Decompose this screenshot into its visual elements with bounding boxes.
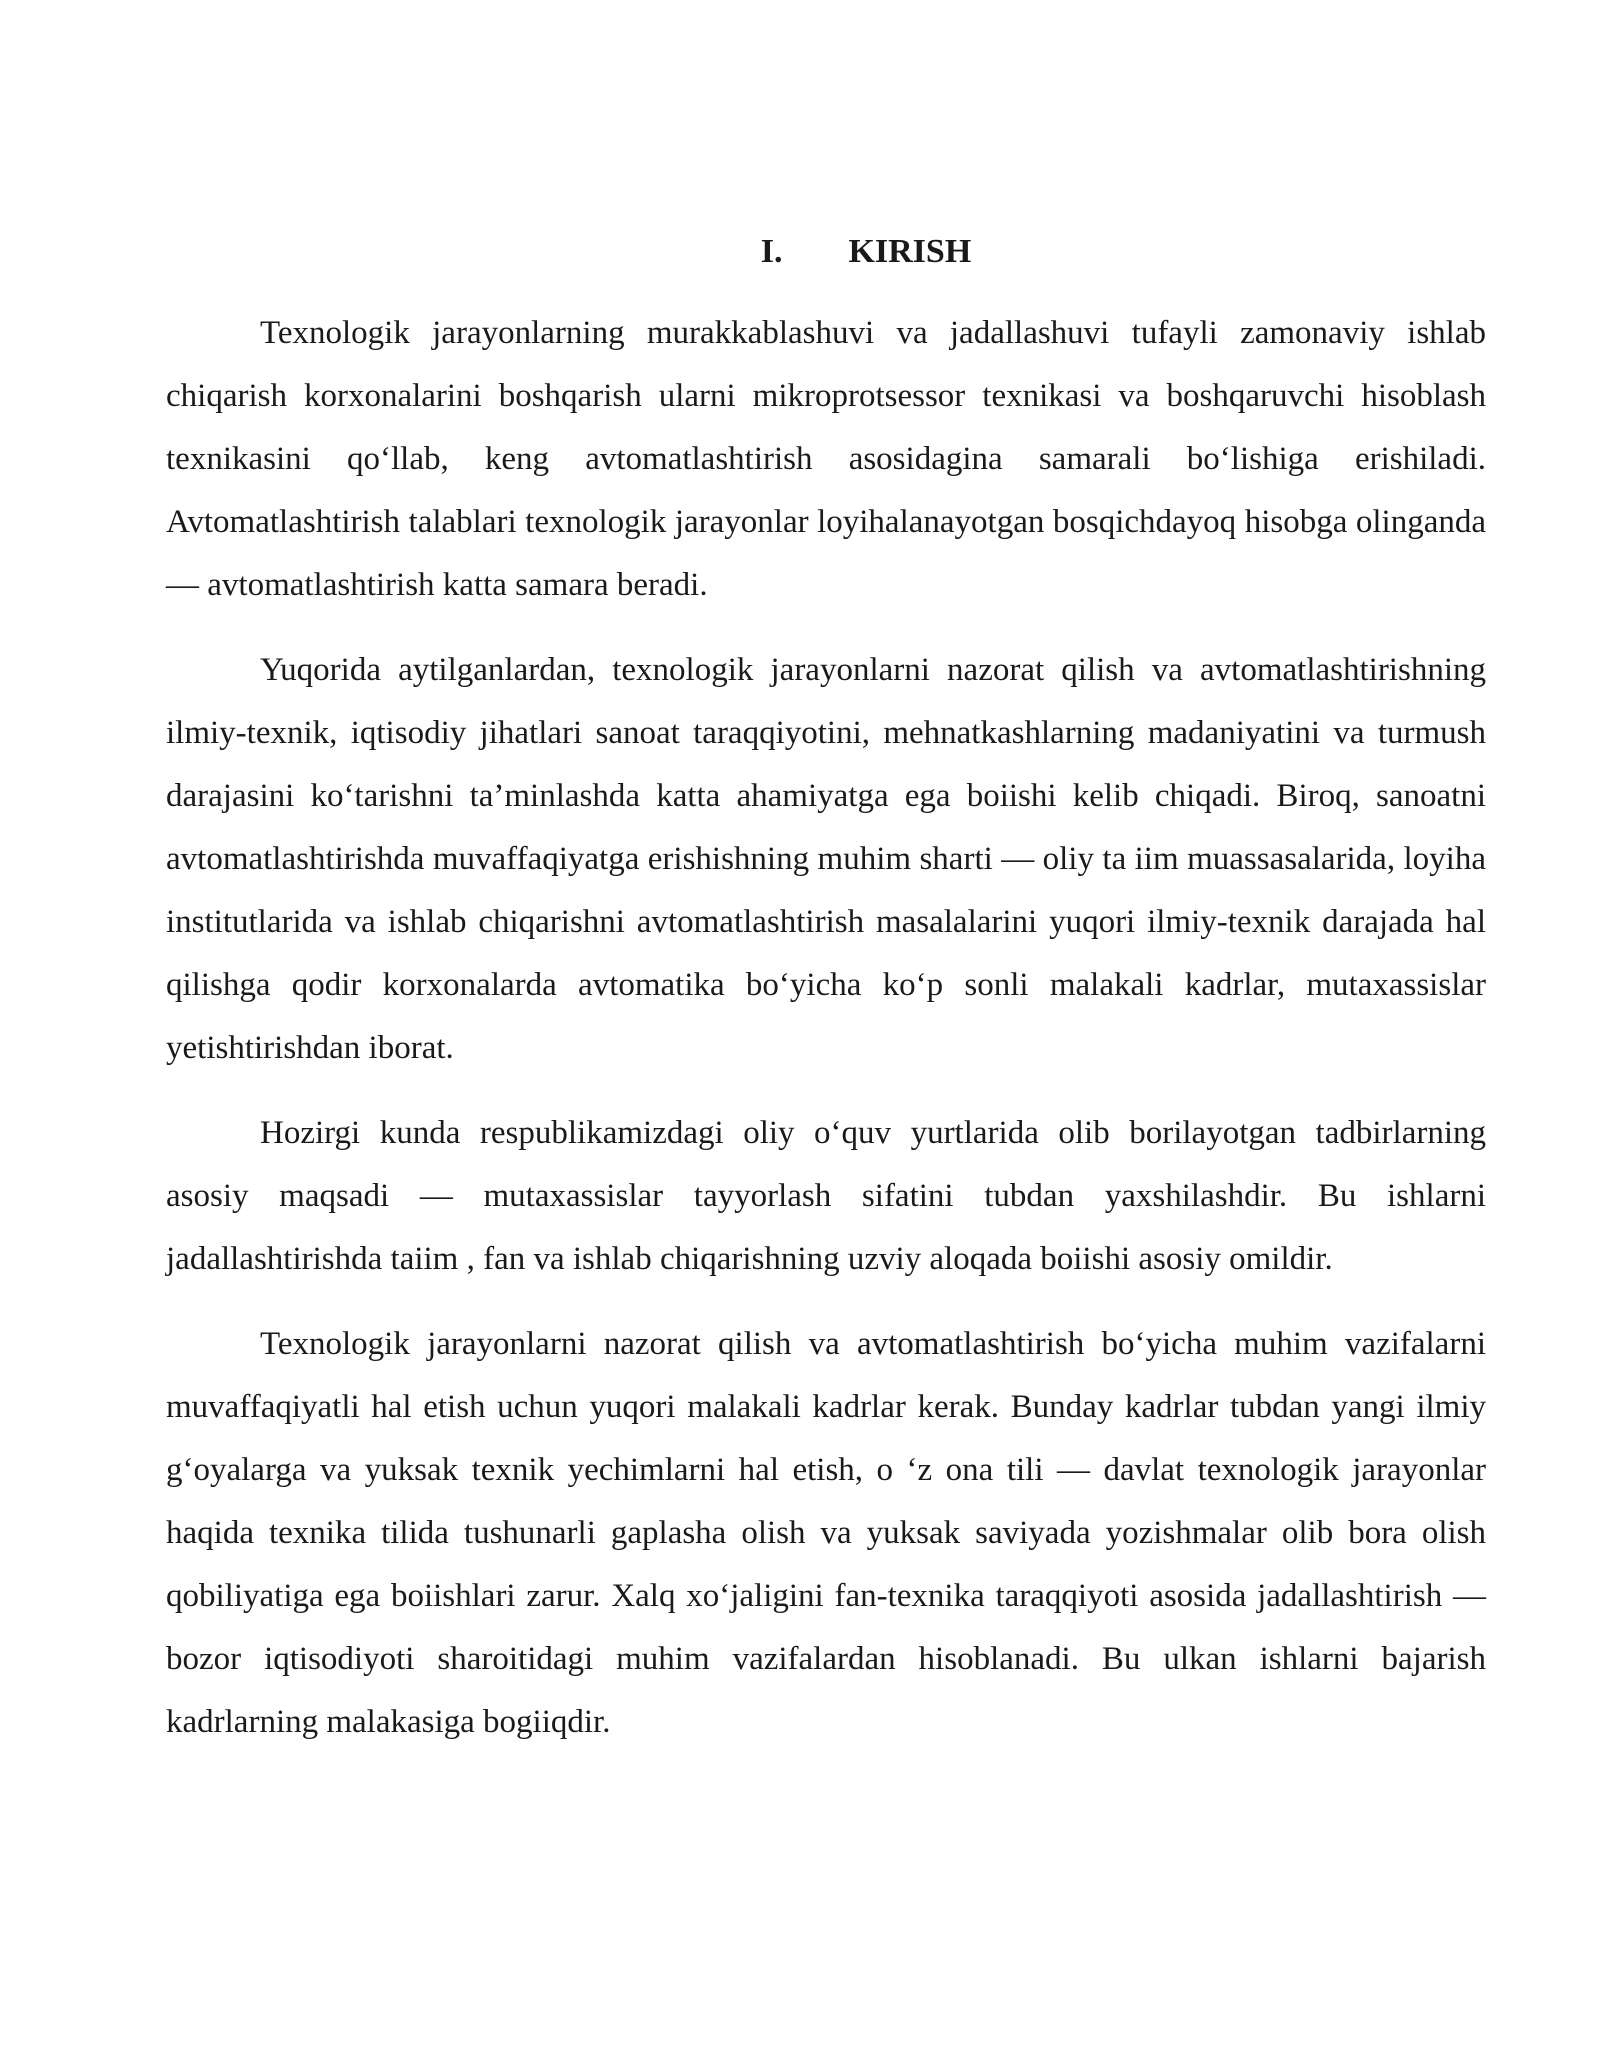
section-heading	[166, 228, 1486, 276]
section-title: KIRISH	[848, 233, 972, 270]
page-content	[166, 228, 1486, 1776]
section-number: I.	[760, 233, 783, 270]
paragraph-1: Texnologik jarayonlarning murakkablashuvi va jadallashuvi tufayli zamonaviy ishlab chiqarish korxonalarini boshqarish ularni mikroprotsessor texnikasi va boshqaruvchi hisoblash texnikasini qo‘llab, keng avtomatlashtirish asosidagina samarali bo‘lishiga erishiladi. Avtomatlashtirish talablari texnologik jarayonlar loyihalanayotgan bosqichdayoq hisobga olinganda — avtomatlashtirish katta samara beradi.	[166, 315, 1486, 603]
paragraph-4: Texnologik jarayonlarni nazorat qilish va avtomatlashtirish bo‘yicha muhim vazifalarni muvaffaqiyatli hal etish uchun yuqori malakali kadrlar kerak. Bunday kadrlar tubdan yangi ilmiy g‘oyalarga va yuksak texnik yechimlarni hal etish, o ‘z ona tili — davlat texnologik jarayonlar haqida texnika tilida tushunarli gaplasha olish va yuksak saviyada yozishmalar olib bora olish qobiliyatiga ega boiishlari zarur. Xalq xo‘jaligini fan-texnika taraqqiyoti asosida jadallashtirish — bozor iqtisodiyoti sharoitidagi muhim vazifalardan hisoblanadi. Bu ulkan ishlarni bajarish kadrlarning malakasiga bogiiqdir.	[166, 1326, 1486, 1740]
paragraph-2: Yuqorida aytilganlardan, texnologik jarayonlarni nazorat qilish va avtomatlashtirishning ilmiy-texnik, iqtisodiy jihatlari sanoat taraqqiyotini, mehnatkashlarning madaniyatini va turmush darajasini ko‘tarishni ta’minlashda katta ahamiyatga ega boiishi kelib chiqadi. Biroq, sanoatni avtomatlashtirishda muvaffaqiyatga erishishning muhim sharti — oliy ta iim muassasalarida, loyiha institutlarida va ishlab chiqarishni avtomatlashtirish masalalarini yuqori ilmiy-texnik darajada hal qilishga qodir korxonalarda avtomatika bo‘yicha ko‘p sonli malakali kadrlar, mutaxassislar yetishtirishdan iborat.	[166, 652, 1486, 1066]
paragraph-3: Hozirgi kunda respublikamizdagi oliy o‘quv yurtlarida olib borilayotgan tadbirlarning asosiy maqsadi — mutaxassislar tayyorlash sifatini tubdan yaxshilashdir. Bu ishlarni jadallashtirishda taiim , fan va ishlab chiqarishning uzviy aloqada boiishi asosiy omildir.	[166, 1115, 1486, 1277]
